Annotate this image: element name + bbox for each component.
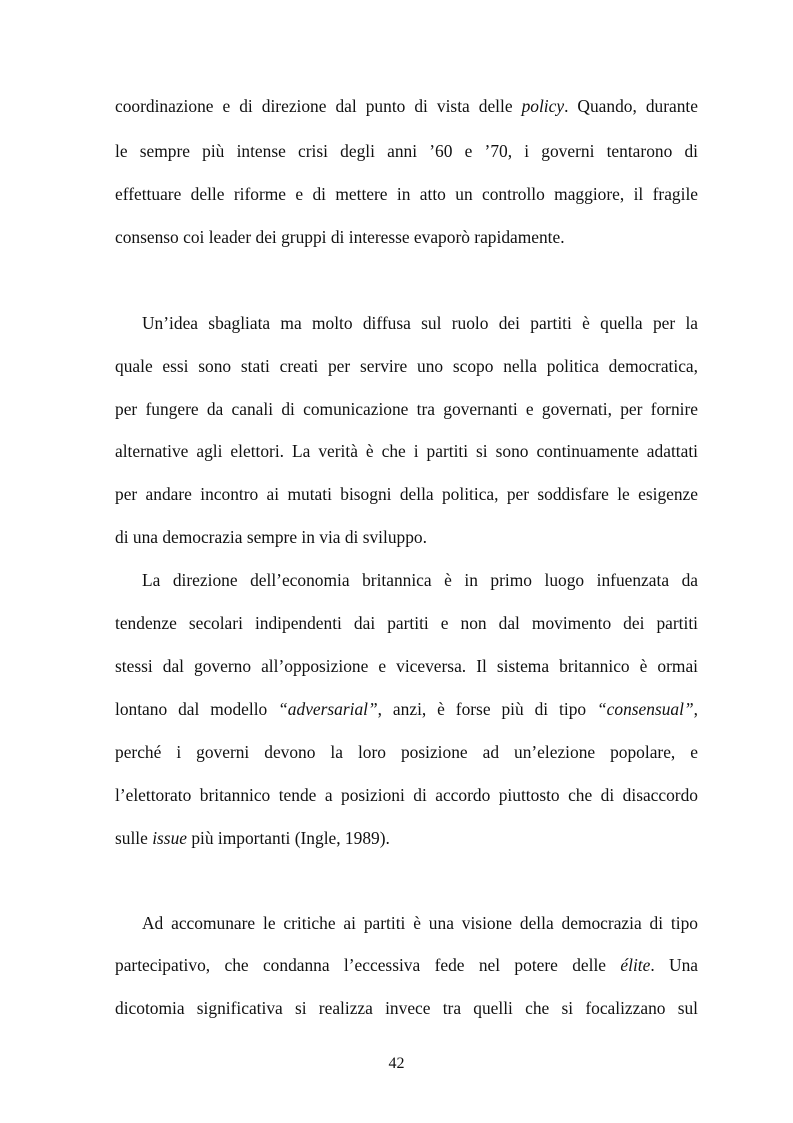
italic-term: policy	[521, 96, 565, 116]
italic-term: issue	[152, 828, 187, 848]
page-number: 42	[388, 1055, 405, 1072]
text-line: alternative agli elettori. La verità è che i partiti si sono continuamente adattati	[115, 441, 698, 461]
italic-term: “adversarial”	[278, 699, 378, 719]
italic-term: “consensual”	[597, 699, 694, 719]
text-line: per andare incontro ai mutati bisogni della politica, per soddisfare le esigenze	[115, 484, 698, 504]
text-line: dicotomia significativa si realizza invece tra quelli che si focalizzano sul	[115, 998, 698, 1018]
text-line: La direzione dell’economia britannica è in primo luogo infuenzata da	[142, 570, 698, 590]
text-line: per fungere da canali di comunicazione tra governanti e governati, per fornire	[115, 399, 698, 419]
text-line: le sempre più intense crisi degli anni ’60 e ’70, i governi tentarono di	[115, 141, 698, 161]
text-line: Un’idea sbagliata ma molto diffusa sul ruolo dei partiti è quella per la	[142, 313, 698, 333]
text-line: coordinazione e di direzione dal punto di vista delle policy. Quando, durante	[115, 96, 698, 116]
text-line: perché i governi devono la loro posizione ad un’elezione popolare, e	[115, 742, 698, 762]
text-line: l’elettorato britannico tende a posizioni di accordo piuttosto che di disaccordo	[115, 785, 698, 805]
text-line: lontano dal modello “adversarial”, anzi, è forse più di tipo “consensual”,	[115, 699, 698, 719]
text-line: sulle issue più importanti (Ingle, 1989).	[115, 828, 390, 848]
text-line: effettuare delle riforme e di mettere in atto un controllo maggiore, il fragile	[115, 184, 698, 204]
text-line: partecipativo, che condanna l’eccessiva fede nel potere delle élite. Una	[115, 955, 698, 975]
text-line: di una democrazia sempre in via di sviluppo.	[115, 527, 427, 547]
text-line: stessi dal governo all’opposizione e viceversa. Il sistema britannico è ormai	[115, 656, 698, 676]
text-line: tendenze secolari indipendenti dai partiti e non dal movimento dei partiti	[115, 613, 698, 633]
italic-term: élite	[620, 955, 651, 975]
text-line: consenso coi leader dei gruppi di interesse evaporò rapidamente.	[115, 227, 565, 247]
text-line: quale essi sono stati creati per servire uno scopo nella politica democratica,	[115, 356, 698, 376]
text-line: Ad accomunare le critiche ai partiti è una visione della democrazia di tipo	[142, 913, 698, 933]
